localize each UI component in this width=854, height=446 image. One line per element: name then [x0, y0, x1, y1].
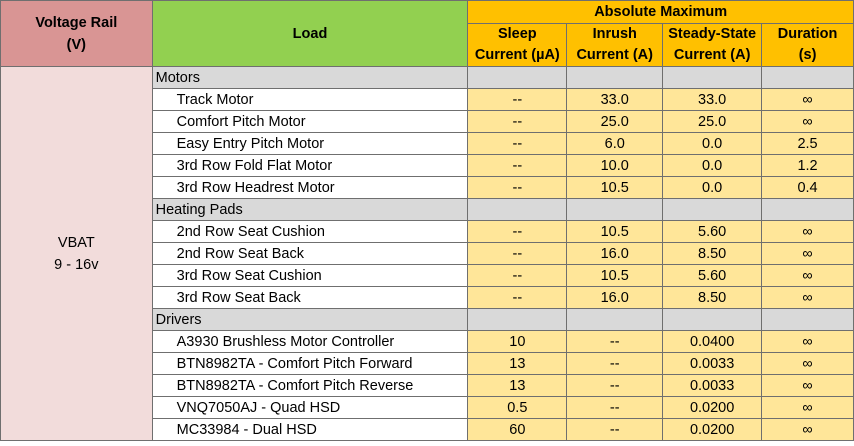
- table-body: [1, 67, 854, 441]
- inrush-current-cell: 33.0: [567, 89, 663, 111]
- inrush-current-cell: --: [567, 331, 663, 353]
- load-name-cell: Track Motor: [152, 89, 468, 111]
- load-name-cell: 3rd Row Seat Cushion: [152, 265, 468, 287]
- load-name-cell: A3930 Brushless Motor Controller: [152, 331, 468, 353]
- header-steady-line1: Steady-State: [668, 26, 757, 42]
- duration-cell: ∞: [762, 397, 854, 419]
- rail-range: 9 - 16v: [54, 256, 99, 273]
- sleep-current-cell: --: [468, 133, 567, 155]
- duration-cell: ∞: [762, 375, 854, 397]
- steady-state-current-cell: 8.50: [663, 243, 762, 265]
- steady-state-current-cell: 0.0: [663, 133, 762, 155]
- header-voltage-rail: [1, 1, 153, 67]
- header-sleep-current: [468, 24, 567, 67]
- load-name-cell: 2nd Row Seat Back: [152, 243, 468, 265]
- header-sleep-line2: Current (µA): [474, 47, 560, 63]
- header-duration-line2: (s): [798, 47, 817, 63]
- sleep-current-cell: --: [468, 111, 567, 133]
- inrush-current-cell: --: [567, 419, 663, 441]
- steady-state-current-cell: 5.60: [663, 221, 762, 243]
- header-inrush-line2: Current (A): [576, 47, 653, 63]
- section-fill-cell: [762, 67, 854, 89]
- duration-cell: ∞: [762, 243, 854, 265]
- sleep-current-cell: --: [468, 221, 567, 243]
- duration-cell: ∞: [762, 353, 854, 375]
- steady-state-current-cell: 8.50: [663, 287, 762, 309]
- header-steady-line2: Current (A): [673, 47, 751, 63]
- rail-name: VBAT: [57, 234, 95, 251]
- inrush-current-cell: 16.0: [567, 287, 663, 309]
- header-voltage-rail-line2: (V): [66, 36, 86, 53]
- inrush-current-cell: 16.0: [567, 243, 663, 265]
- duration-cell: 2.5: [762, 133, 854, 155]
- sleep-current-cell: 0.5: [468, 397, 567, 419]
- section-fill-cell: [567, 309, 663, 331]
- steady-state-current-cell: 0.0: [663, 177, 762, 199]
- section-row: [1, 67, 854, 89]
- load-name-cell: BTN8982TA - Comfort Pitch Forward: [152, 353, 468, 375]
- sleep-current-cell: 13: [468, 375, 567, 397]
- section-header: Drivers: [152, 309, 468, 331]
- duration-cell: ∞: [762, 89, 854, 111]
- steady-state-current-cell: 5.60: [663, 265, 762, 287]
- inrush-current-cell: --: [567, 397, 663, 419]
- load-name-cell: MC33984 - Dual HSD: [152, 419, 468, 441]
- duration-cell: ∞: [762, 287, 854, 309]
- header-sleep-line1: Sleep: [497, 26, 537, 42]
- sleep-current-cell: --: [468, 155, 567, 177]
- inrush-current-cell: 10.0: [567, 155, 663, 177]
- duration-cell: ∞: [762, 331, 854, 353]
- sleep-current-cell: --: [468, 177, 567, 199]
- inrush-current-cell: 6.0: [567, 133, 663, 155]
- steady-state-current-cell: 0.0: [663, 155, 762, 177]
- sleep-current-cell: --: [468, 89, 567, 111]
- steady-state-current-cell: 0.0200: [663, 397, 762, 419]
- section-fill-cell: [468, 199, 567, 221]
- duration-cell: 0.4: [762, 177, 854, 199]
- sleep-current-cell: --: [468, 287, 567, 309]
- section-fill-cell: [468, 309, 567, 331]
- steady-state-current-cell: 0.0200: [663, 419, 762, 441]
- section-fill-cell: [762, 309, 854, 331]
- load-name-cell: Easy Entry Pitch Motor: [152, 133, 468, 155]
- section-fill-cell: [663, 309, 762, 331]
- load-name-cell: VNQ7050AJ - Quad HSD: [152, 397, 468, 419]
- duration-cell: ∞: [762, 221, 854, 243]
- load-name-cell: Comfort Pitch Motor: [152, 111, 468, 133]
- section-fill-cell: [663, 199, 762, 221]
- load-name-cell: 2nd Row Seat Cushion: [152, 221, 468, 243]
- inrush-current-cell: 25.0: [567, 111, 663, 133]
- section-fill-cell: [663, 67, 762, 89]
- inrush-current-cell: --: [567, 353, 663, 375]
- header-inrush-line1: Inrush: [592, 26, 637, 42]
- load-name-cell: 3rd Row Headrest Motor: [152, 177, 468, 199]
- header-absolute-maximum: Absolute Maximum: [468, 1, 854, 24]
- header-duration-line1: Duration: [777, 26, 838, 42]
- section-fill-cell: [762, 199, 854, 221]
- duration-cell: ∞: [762, 419, 854, 441]
- steady-state-current-cell: 0.0033: [663, 375, 762, 397]
- inrush-current-cell: 10.5: [567, 265, 663, 287]
- header-voltage-rail-line1: Voltage Rail: [35, 14, 118, 31]
- section-fill-cell: [567, 67, 663, 89]
- steady-state-current-cell: 25.0: [663, 111, 762, 133]
- header-inrush-current: [567, 24, 663, 67]
- inrush-current-cell: --: [567, 375, 663, 397]
- section-fill-cell: [468, 67, 567, 89]
- inrush-current-cell: 10.5: [567, 221, 663, 243]
- section-header: Heating Pads: [152, 199, 468, 221]
- steady-state-current-cell: 0.0400: [663, 331, 762, 353]
- load-name-cell: 3rd Row Seat Back: [152, 287, 468, 309]
- section-fill-cell: [567, 199, 663, 221]
- sleep-current-cell: 13: [468, 353, 567, 375]
- header-steady-state-current: [663, 24, 762, 67]
- header-duration: [762, 24, 854, 67]
- load-name-cell: BTN8982TA - Comfort Pitch Reverse: [152, 375, 468, 397]
- inrush-current-cell: 10.5: [567, 177, 663, 199]
- sleep-current-cell: --: [468, 265, 567, 287]
- duration-cell: 1.2: [762, 155, 854, 177]
- header-load: Load: [152, 1, 468, 67]
- section-header: Motors: [152, 67, 468, 89]
- duration-cell: ∞: [762, 265, 854, 287]
- voltage-rail-cell: [1, 67, 153, 441]
- sleep-current-cell: 60: [468, 419, 567, 441]
- load-name-cell: 3rd Row Fold Flat Motor: [152, 155, 468, 177]
- sleep-current-cell: 10: [468, 331, 567, 353]
- steady-state-current-cell: 33.0: [663, 89, 762, 111]
- duration-cell: ∞: [762, 111, 854, 133]
- steady-state-current-cell: 0.0033: [663, 353, 762, 375]
- sleep-current-cell: --: [468, 243, 567, 265]
